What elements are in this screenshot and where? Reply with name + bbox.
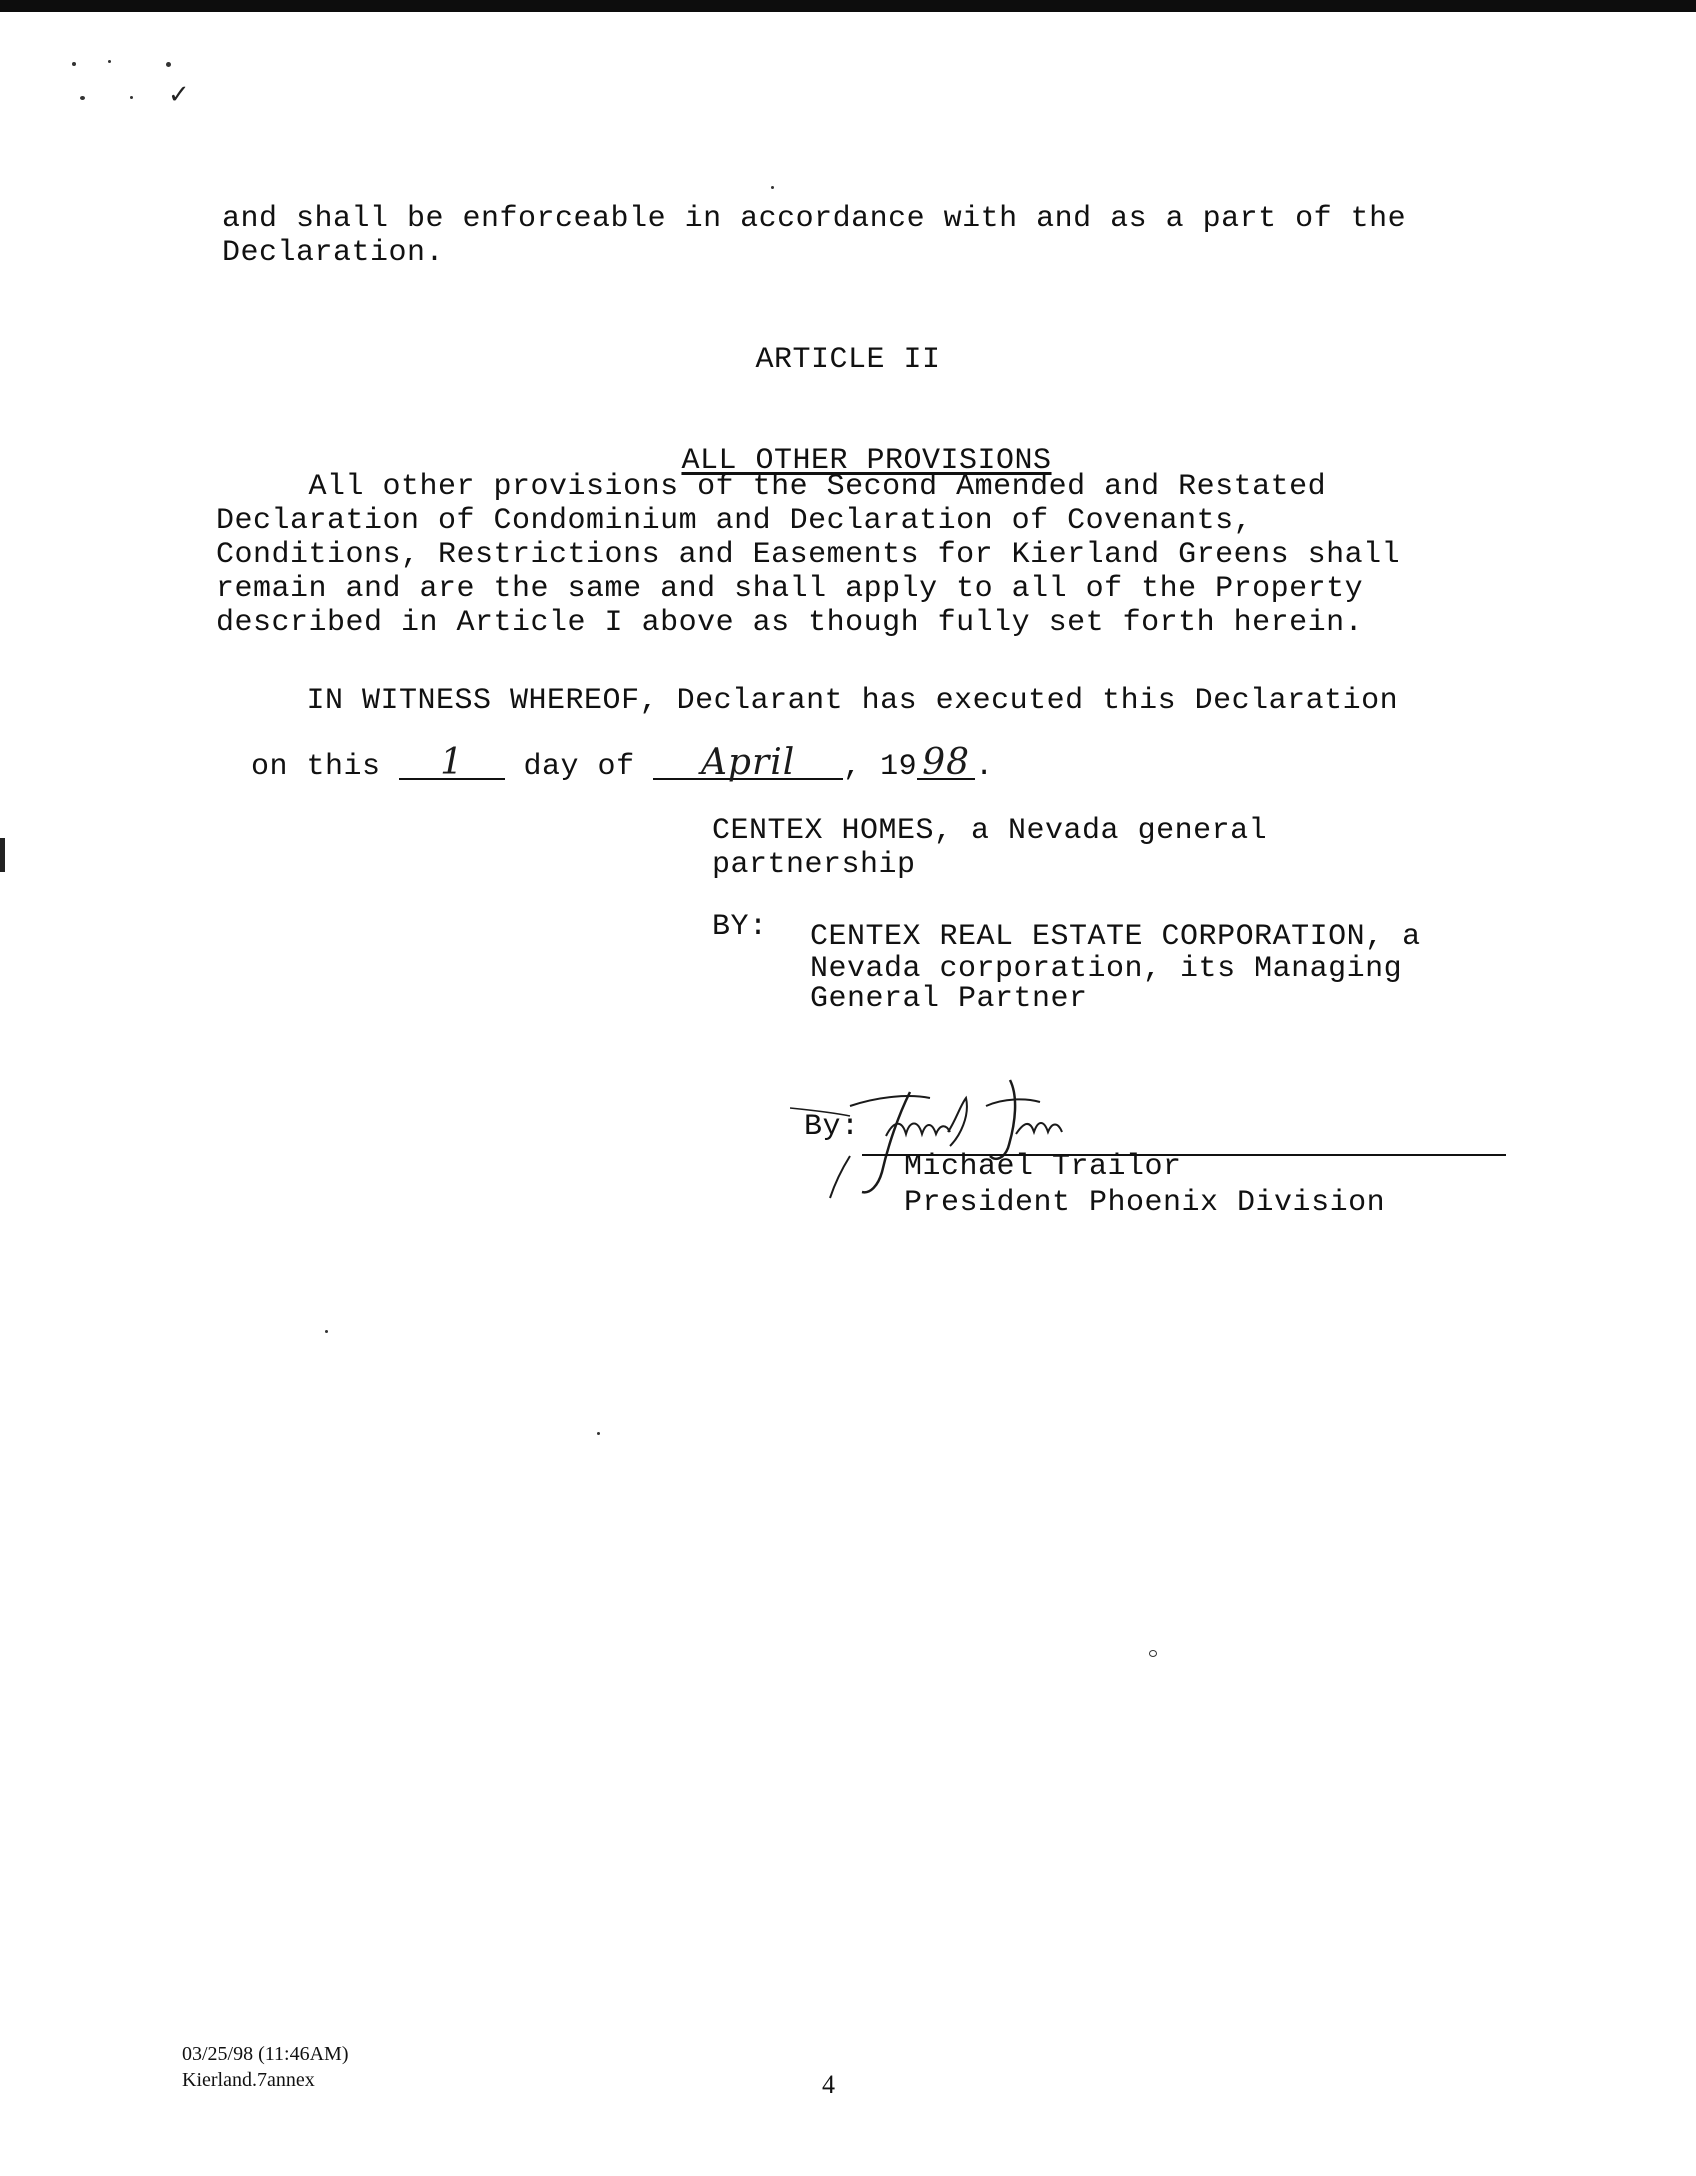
footer-timestamp: 03/25/98 (11:46AM) [182, 2043, 349, 2065]
scan-speck [108, 60, 111, 63]
scan-speck [166, 62, 171, 67]
witness-on-this: on this [251, 750, 400, 784]
scan-border-top [0, 0, 1696, 12]
footer-filename: Kierland.7annex [182, 2069, 315, 2091]
witness-line-1: IN WITNESS WHEREOF, Declarant has executed this Declaration [214, 684, 1399, 718]
continuation-line-1: and shall be enforceable in accordance with and as a part of the [222, 202, 1407, 236]
witness-day-of: day of [505, 750, 654, 784]
check-mark-icon: ✓ [168, 80, 190, 110]
signer-name: Michael Trailor [904, 1150, 1182, 1184]
provision-line-2: Declaration of Condominium and Declaration of Covenants, [216, 504, 1253, 538]
witness-year-prefix: , 19 [843, 750, 918, 784]
signer-title: President Phoenix Division [904, 1186, 1386, 1220]
provision-line-1: All other provisions of the Second Amended and Restated [216, 470, 1327, 504]
by-line-2: Nevada corporation, its Managing [810, 952, 1403, 986]
scan-speck [597, 1432, 600, 1435]
signature-by-label: By: [804, 1110, 860, 1144]
month-field: April [653, 748, 843, 780]
provision-line-4: remain and are the same and shall apply to all of the Property [216, 572, 1364, 606]
day-field: 1 [399, 748, 505, 780]
witness-line-2 [214, 714, 994, 784]
scan-speck [80, 96, 85, 100]
by-line-3: General Partner [810, 982, 1088, 1016]
scan-speck [72, 62, 76, 66]
by-line-1: CENTEX REAL ESTATE CORPORATION, a [810, 920, 1421, 954]
scan-speck [1149, 1650, 1157, 1657]
entity-line-2: partnership [712, 848, 916, 882]
article-heading: ARTICLE II [755, 343, 941, 377]
page-number: 4 [822, 2070, 835, 2099]
provision-line-3: Conditions, Restrictions and Easements for Kierland Greens shall [216, 538, 1401, 572]
entity-line-1: CENTEX HOMES, a Nevada general [712, 814, 1268, 848]
provision-line-5: described in Article I above as though fully set forth herein. [216, 606, 1364, 640]
article-subheading [0, 410, 1696, 478]
scan-speck [130, 96, 133, 99]
year-field: 98 [917, 748, 975, 780]
scan-speck [325, 1330, 328, 1333]
continuation-line-2: Declaration. [222, 236, 445, 270]
witness-period: . [975, 750, 994, 784]
scan-mark-left [0, 838, 5, 872]
article-subheading-text: ALL OTHER PROVISIONS [681, 444, 1052, 478]
by-label: BY: [712, 910, 768, 944]
scan-speck [771, 186, 774, 189]
